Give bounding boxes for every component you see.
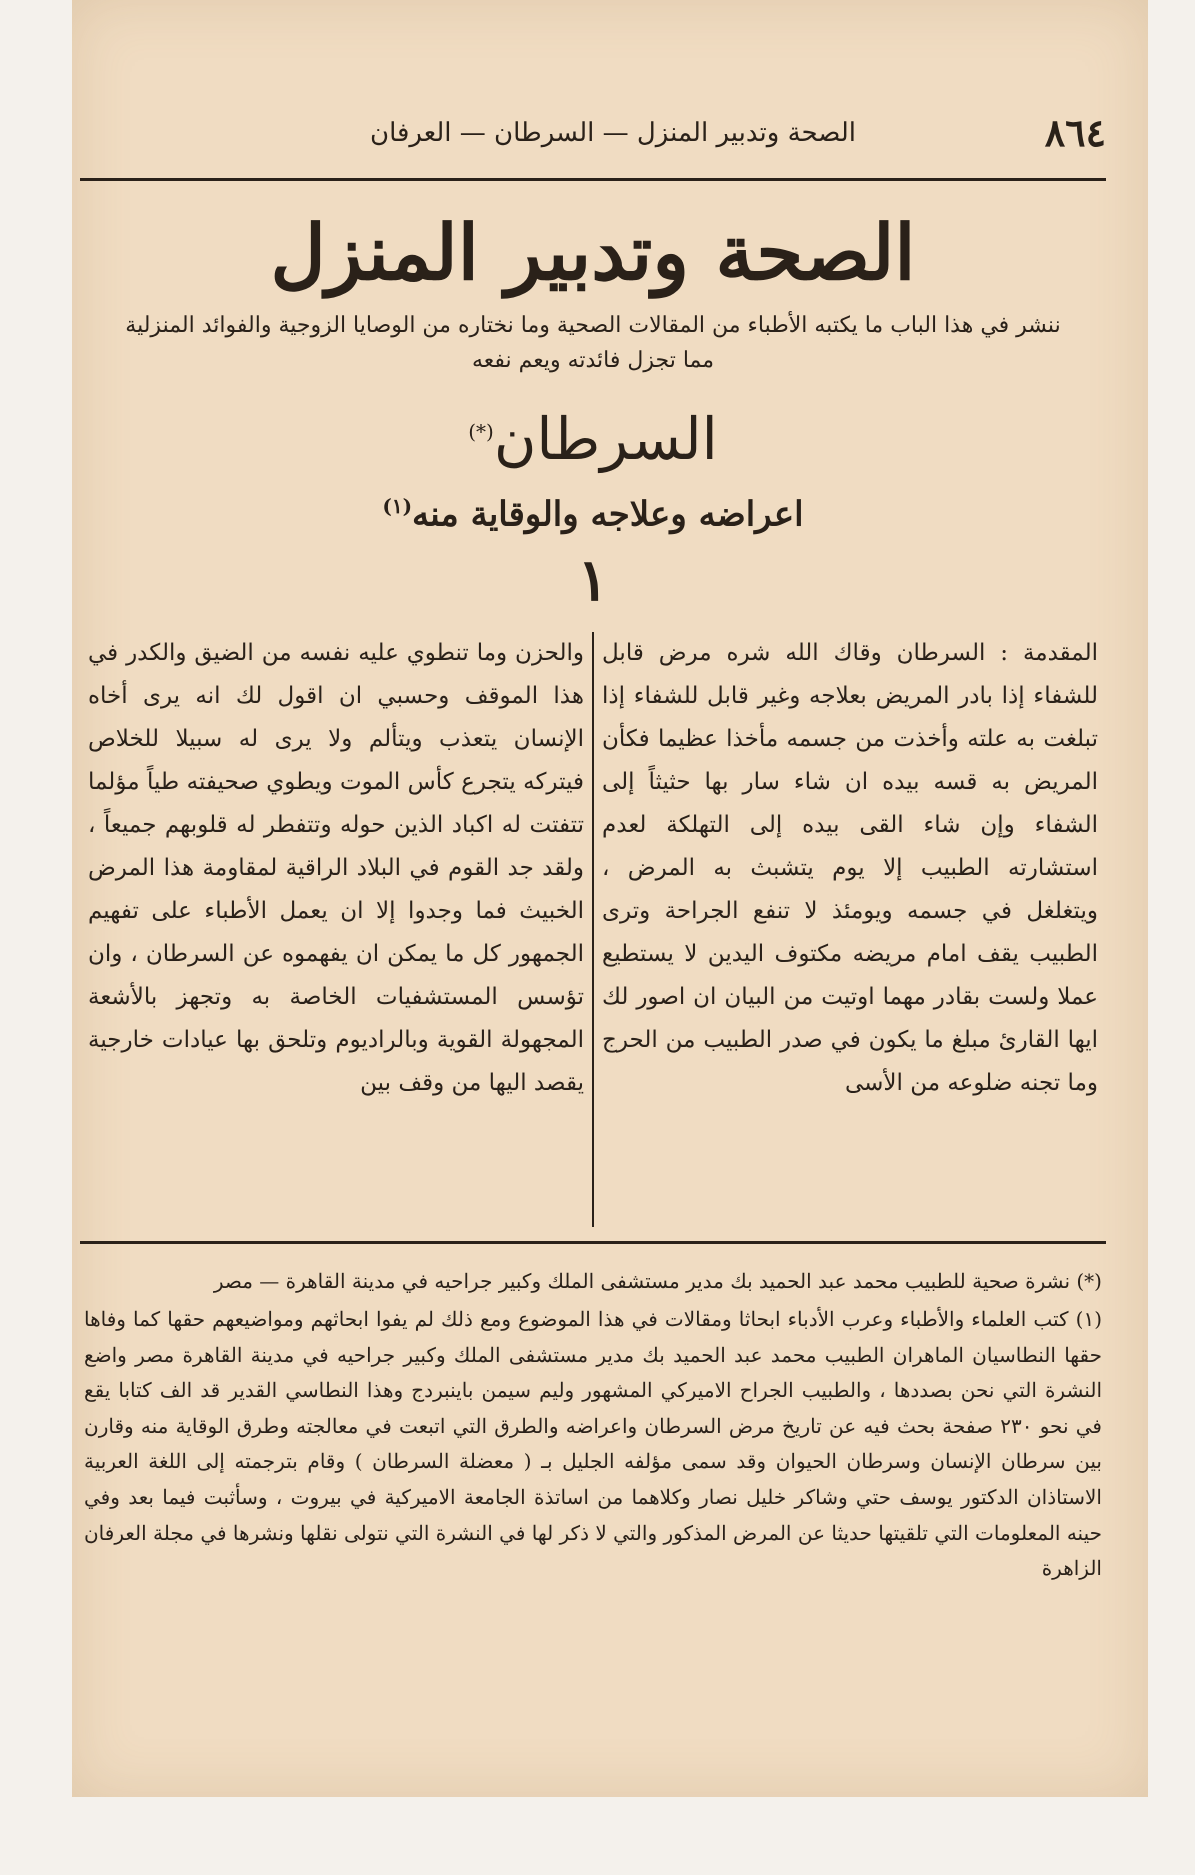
article-subtitle bbox=[80, 494, 1106, 534]
part-number: ١ bbox=[577, 546, 609, 615]
footnote-star: (*) نشرة صحية للطبيب محمد عبد الحميد بك مدير مستشفى الملك وكبير جراحيه في مدينة القاهرة — مصر bbox=[213, 1269, 1102, 1294]
article-subtitle-footnote-mark: (١) bbox=[382, 494, 413, 519]
document-page bbox=[80, 110, 1106, 1589]
body-column-left: والحزن وما تنطوي عليه نفسه من الضيق والكدر في هذا الموقف وحسبي ان اقول لك انه يرى أخاه الإنسان يتعذب ويتألم ولا يرى له سبيلا للخلاص فيتركه يتجرع كأس الموت ويطوي صحيفته طياً مؤلما تتفتت له اكباد الذين حوله وتتفطر له قلوبهم جميعاً ، ولقد جد القوم في البلاد الراقية لمقاومة هذا المرض الخبيث فما وجدوا إلا ان يعمل الأطباء على تفهيم الجمهور كل ما يمكن ان يفهموه عن السرطان ، وان تؤسس المستشفيات الخاصة به وتجهز بالأشعة المجهولة القوية وبالراديوم وتلحق بها عيادات خارجية يقصد اليها من وقف بين bbox=[88, 640, 584, 1097]
body-column-right: المقدمة : السرطان وقاك الله شره مرض قابل للشفاء إذا بادر المريض بعلاجه وغير قابل للشفاء إذا تبلغت به علته وأخذت من جسمه مأخذا عظيما فكأن المريض به قسه بيده ان شاء سار بها حثيثاً إلى الشفاء وإن شاء القى بيده إلى التهلكة لعدم استشارته الطبيب إلا يوم يتشبث به المرض ، ويتغلغل في جسمه ويومئذ لا تنفع الجراحة وترى الطبيب يقف امام مريضه مكتوف اليدين لا يستطيع عملا ولست بقادر مهما اوتيت من البيان ان اصور لك ايها القارئ مبلغ ما يكون في صدر الطبيب من الحرج وما تجنه ضلوعه من الأسى bbox=[602, 640, 1098, 1097]
footnote-one: (١) كتب العلماء والأطباء وعرب الأدباء ابحاثا ومقالات في هذا الموضوع ومع ذلك لم يفوا ابحاثهم ومواضيعهم حقها كما وفاها حقها النطاسيان الماهران الطبيب محمد عبد الحميد بك مدير مستشفى الملك وكبير جراحيه في مدينة القاهرة مصر واضع النشرة التي نحن بصددها ، والطبيب الجراح الاميركي المشهور وليم سيمن باينبردج وهذا النطاسي القدير قد الف كتابا يقع في نحو ٢٣٠ صفحة بحث فيه عن تاريخ مرض السرطان واعراضه والطرق التي اتبعت في معالجته وطرق الوقاية منه وقارن بين سرطان الإنسان وسرطان الحيوان وقد سمى مؤلفه الجليل بـ ( معضلة السرطان ) وقام بترجمته إلى اللغة العربية الاستاذان الدكتور يوسف حتي وشاكر خليل نصار وكلاهما من اساتذة الجامعة الاميركية في بيروت ، وسأثبت فيما بعد وفي حينه المعلومات التي تلقيتها حديثا عن المرض المذكور والتي لا ذكر لها في النشرة التي نتولى نقلها ونشرها في مجلة العرفان الزاهرة bbox=[83, 1307, 1102, 1581]
article-body bbox=[80, 632, 1106, 1227]
footnotes bbox=[80, 1264, 1106, 1586]
column-divider bbox=[592, 632, 594, 1227]
article-title-footnote-mark: (*) bbox=[468, 419, 494, 444]
running-header bbox=[80, 110, 1106, 166]
footnote-rule bbox=[80, 1241, 1106, 1244]
running-title: الصحة وتدبير المنزل — السرطان — العرفان bbox=[369, 118, 856, 148]
section-title: الصحة وتدبير المنزل bbox=[270, 208, 916, 297]
article-title-text: السرطان bbox=[493, 404, 718, 473]
page-number: ٨٦٤ bbox=[1044, 110, 1106, 155]
article-subtitle-text: اعراضه وعلاجه والوقاية منه bbox=[412, 494, 804, 535]
section-intro: ننشر في هذا الباب ما يكتبه الأطباء من المقالات الصحية وما نختاره من الوصايا الزوجية والفوائد المنزلية مما تجزل فائدته ويعم نفعه bbox=[125, 313, 1061, 374]
header-rule bbox=[80, 178, 1106, 181]
article-title bbox=[80, 405, 1106, 475]
